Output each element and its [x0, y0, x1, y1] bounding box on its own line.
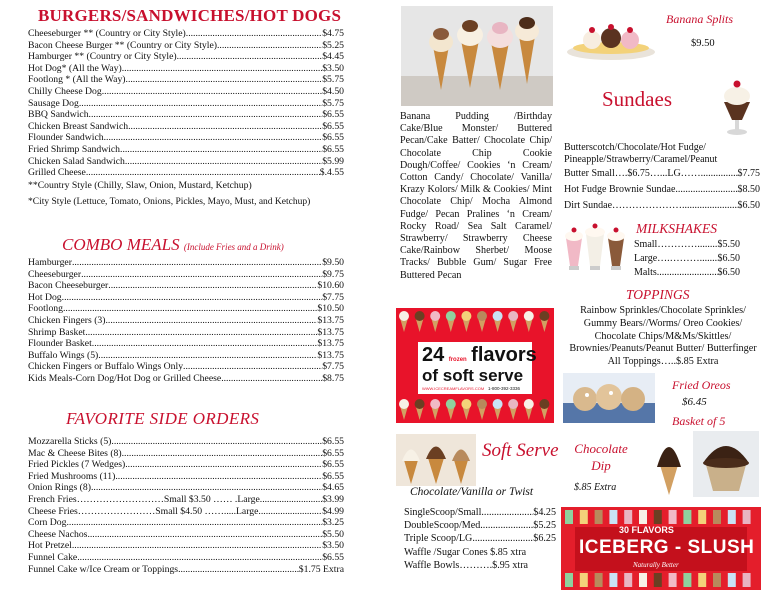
dot-leader — [104, 132, 323, 144]
menu-item-name: SingleScoop/Small — [404, 507, 482, 518]
menu-item-name: Small…………. — [634, 239, 700, 250]
menu-item — [28, 40, 344, 52]
slush-cup-icon — [565, 510, 573, 524]
menu-item-name: Footlong * (All the Way) — [28, 74, 126, 86]
menu-item — [28, 529, 344, 541]
scoop-icon — [539, 399, 549, 409]
menu-item-name: Hot Dog — [28, 291, 62, 303]
menu-item-price: $4.99 — [322, 505, 344, 517]
menu-item — [28, 257, 344, 269]
sundaes-list — [564, 166, 760, 214]
menu-item — [28, 373, 344, 385]
scoop-icon — [415, 311, 425, 321]
dot-leader — [77, 552, 322, 564]
dot-leader — [122, 63, 322, 75]
menu-item-name: Cheese Fries……………………Small $4.50 …….....Large — [28, 505, 259, 517]
toppings-heading: TOPPINGS — [626, 287, 690, 302]
menu-item — [28, 350, 344, 362]
sign-phone: 1-800-392-3336 — [488, 386, 521, 391]
waffle-cones-line: Waffle /Sugar Cones $.85 xtra — [404, 546, 527, 558]
dot-leader — [480, 519, 533, 532]
dot-leader — [183, 361, 322, 373]
dipped-cup-photo — [693, 431, 759, 497]
dot-leader — [79, 98, 322, 110]
menu-item-name: Chilly Cheese Dog — [28, 85, 102, 97]
dot-leader — [86, 167, 320, 179]
dot-leader — [177, 51, 323, 63]
chocolate-dip-price: $.85 Extra — [574, 482, 617, 493]
dot-leader — [706, 166, 738, 182]
soft-serve-list — [404, 506, 556, 572]
soft-serve-subtitle: Chocolate/Vanilla or Twist — [410, 486, 534, 498]
menu-item — [28, 315, 344, 327]
dot-leader — [122, 448, 323, 460]
slush-cup-icon — [580, 573, 588, 587]
scoop-icon — [461, 399, 471, 409]
menu-item-price: $6.55 — [322, 447, 344, 459]
banana-splits-heading: Banana Splits — [666, 12, 734, 26]
slush-cup-icon — [565, 573, 573, 587]
menu-item-name: Flounder Sandwich — [28, 132, 104, 144]
soft-serve-cones-photo — [396, 434, 476, 486]
menu-item — [28, 564, 344, 576]
hard-ice-cream-flavors: Banana Pudding /Birthday Cake/Blue Monster/ Buttered Pecan/Cake Batter/ Chocolate Chip/ Chocolate Chip Cookie Dough/Coffee/ Cookies ‘n Cream/ Cotton Candy/ Chocolate/ Vanilla/ Krazy Kolors/ Milk & Cookies/ Mint Chocolate Chip/ Mocha Almond Fudge/ Pecan Pralines ‘n Cream/ Rocky Road/ Sea Salt Caramel/ Strawberry/ Strawberry Cheese Cake/Rainbow Sherbet/ Moose Tracks/ Bubble Gum/ Sugar Free Buttered Pecan — [400, 111, 552, 281]
chocolate-dip-line2: Dip — [591, 458, 611, 473]
menu-item-price: $3.50 — [322, 62, 344, 74]
menu-item-price: $5.75 — [322, 74, 344, 86]
menu-item — [28, 109, 344, 121]
scoop-icon — [446, 311, 456, 321]
menu-item — [634, 238, 740, 252]
menu-item-price: $1.75 Extra — [298, 563, 344, 575]
menu-item — [28, 552, 344, 564]
menu-item — [28, 132, 344, 144]
slush-cup-icon — [743, 573, 751, 587]
scoop-icon — [539, 311, 549, 321]
menu-item — [28, 471, 344, 483]
menu-item — [634, 252, 740, 266]
menu-item-name: Cheeseburger ** (Country or City Style) — [28, 28, 186, 39]
menu-item — [28, 156, 344, 168]
dot-leader — [81, 269, 322, 281]
banana-split-photo — [564, 14, 658, 64]
menu-item — [404, 532, 556, 545]
menu-item-name: Hamburger — [28, 257, 72, 268]
menu-item-name: Footlong — [28, 303, 63, 315]
dot-leader — [120, 144, 322, 156]
menu-item-price: $6.50 — [717, 253, 740, 264]
iceberg-slush-sign — [561, 507, 761, 590]
slush-count: 30 — [619, 525, 630, 535]
menu-item — [28, 540, 344, 552]
dot-leader — [98, 350, 317, 362]
menu-item-name: Chicken Fingers or Buffalo Wings Only — [28, 361, 184, 373]
menu-item-name: BBQ Sandwich — [28, 109, 89, 121]
scoop-icon — [524, 311, 534, 321]
menu-item-price: $13.75 — [317, 326, 344, 338]
menu-item — [28, 506, 344, 518]
milkshakes-image — [562, 218, 628, 280]
dot-leader — [685, 198, 738, 214]
slush-cup-icon — [624, 510, 632, 524]
dot-leader — [91, 482, 322, 494]
menu-item-price: $6.50 — [737, 200, 760, 211]
menu-item-name: Hot Pretzel — [28, 540, 72, 552]
combo-list — [28, 257, 344, 385]
dipped-cone-photo — [648, 431, 690, 497]
dot-leader — [126, 74, 323, 86]
milkshakes-heading: MILKSHAKES — [636, 221, 717, 236]
slush-cup-icon — [609, 510, 617, 524]
scoop-icon — [399, 399, 409, 409]
menu-item — [28, 517, 344, 529]
dot-leader — [702, 252, 717, 266]
menu-item-name: Buffalo Wings (5) — [28, 349, 99, 361]
menu-item-price: $6.55 — [322, 109, 344, 121]
dot-leader — [72, 257, 322, 269]
dot-leader — [125, 156, 322, 168]
slush-cup-icon — [728, 573, 736, 587]
menu-item-price: $7.75 — [322, 291, 344, 303]
dot-leader — [72, 540, 322, 552]
dipped-cup-image — [693, 431, 759, 497]
menu-item-name: Mac & Cheese Bites (8) — [28, 447, 122, 459]
banana-splits-price: $9.50 — [691, 38, 715, 49]
menu-item-price: $5.50 — [717, 239, 740, 250]
scoop-icon — [461, 311, 471, 321]
dot-leader — [115, 471, 322, 483]
menu-item — [28, 280, 344, 292]
menu-item-price: $6.50 — [717, 267, 740, 278]
scoop-icon — [493, 399, 503, 409]
menu-item — [28, 292, 344, 304]
waffle-bowls-line: Waffle Bowls……….$.95 xtra — [404, 559, 529, 571]
sign-flavors-word: flavors — [471, 344, 537, 366]
menu-item — [28, 482, 344, 494]
slush-cup-icon — [728, 510, 736, 524]
menu-item — [28, 63, 344, 75]
menu-item — [404, 506, 556, 519]
menu-item-price: $.4.55 — [319, 167, 344, 179]
menu-item-name: Cheeseburger — [28, 268, 82, 280]
menu-item — [28, 303, 344, 315]
menu-item-price: $6.55 — [322, 436, 344, 447]
menu-item-price: $13.75 — [317, 349, 344, 361]
menu-item-name: Fried Mushrooms (11) — [28, 470, 116, 482]
dot-leader — [106, 315, 318, 327]
slush-cup-icon — [713, 510, 721, 524]
slush-cup-icon — [639, 573, 647, 587]
slush-cup-icon — [683, 510, 691, 524]
menu-item-name: Chicken Salad Sandwich — [28, 155, 125, 167]
slush-cup-icon — [669, 573, 677, 587]
slush-cup-icon — [743, 510, 751, 524]
menu-item-price: $5.75 — [322, 97, 344, 109]
slush-cup-icon — [713, 573, 721, 587]
slush-cup-icon — [595, 573, 603, 587]
scoop-icon — [508, 311, 518, 321]
soft-serve-flavors-sign — [396, 308, 554, 423]
milkshakes-list — [634, 238, 740, 280]
slush-cup-icon — [698, 510, 706, 524]
menu-item-price: $5.25 — [322, 39, 344, 51]
ice-cream-cones-image — [401, 6, 553, 106]
ice-cream-cones-photo — [401, 6, 553, 106]
scoop-icon — [477, 311, 487, 321]
menu-item — [28, 448, 344, 460]
combo-heading — [62, 235, 284, 255]
menu-item-name: Large….………. — [634, 253, 703, 264]
slush-name: ICEBERG - SLUSH — [579, 537, 755, 558]
menu-item — [28, 51, 344, 63]
menu-item — [404, 519, 556, 532]
menu-item-name: Bacon Cheese Burger ** (Country or City Style) — [28, 39, 217, 51]
chocolate-dip-heading — [568, 440, 634, 474]
sign-line2: of soft serve — [422, 366, 524, 385]
sundae-photo — [716, 72, 758, 138]
menu-item-name: Funnel Cake w/Ice Cream or Toppings — [28, 563, 179, 575]
menu-item — [28, 28, 344, 40]
menu-item-price: $5.99 — [322, 155, 344, 167]
menu-item-price: $8.50 — [737, 184, 760, 195]
dot-leader — [217, 40, 322, 52]
menu-item-price: $10.60 — [317, 280, 344, 292]
dot-leader — [258, 506, 322, 518]
menu-item — [28, 144, 344, 156]
scoop-icon — [508, 399, 518, 409]
scoop-icon — [524, 399, 534, 409]
slush-cup-icon — [639, 510, 647, 524]
dot-leader — [700, 238, 718, 252]
menu-item-name: French Fries………………………Small $3.50 …… .Large — [28, 493, 260, 505]
slush-cup-icon — [609, 573, 617, 587]
menu-item — [28, 98, 344, 110]
menu-item-price: $9.50 — [322, 257, 344, 268]
menu-item-name: Triple Scoop/LG — [404, 533, 473, 545]
dot-leader — [675, 182, 737, 198]
dot-leader — [472, 532, 533, 545]
menu-item — [564, 198, 760, 214]
combo-subtitle: (Include Fries and a Drink) — [183, 242, 284, 252]
fried-oreos-price: $6.45 — [682, 396, 707, 408]
slush-tagline: Naturally Better — [633, 561, 679, 569]
slush-cup-icon — [698, 573, 706, 587]
menu-item-name: Cheese Nachos — [28, 528, 88, 540]
menu-item — [28, 327, 344, 339]
menu-item-price: $4.75 — [322, 28, 344, 39]
dot-leader — [87, 529, 322, 541]
sign-small-word: frozen — [448, 357, 467, 363]
slush-cup-icon — [654, 573, 662, 587]
menu-item — [28, 459, 344, 471]
slush-cup-icon — [654, 510, 662, 524]
menu-item — [28, 361, 344, 373]
dot-leader — [92, 338, 318, 350]
menu-item-price: $4.65 — [322, 482, 344, 494]
menu-item-price: $3.50 — [322, 540, 344, 552]
menu-item-name: Hamburger ** (Country or City Style) — [28, 51, 177, 63]
scoop-icon — [446, 399, 456, 409]
dot-leader — [481, 506, 533, 519]
burgers-heading: BURGERS/SANDWICHES/HOT DOGS — [38, 6, 342, 25]
menu-item — [28, 494, 344, 506]
scoop-icon — [493, 311, 503, 321]
menu-item — [28, 74, 344, 86]
slush-cup-icon — [683, 573, 691, 587]
fried-oreos-image — [563, 373, 655, 423]
sides-list — [28, 436, 344, 575]
dot-leader — [102, 86, 322, 98]
scoop-icon — [430, 311, 440, 321]
menu-item — [28, 167, 344, 179]
menu-item-name: Dirt Sundae…………………. — [564, 200, 685, 211]
menu-item-name: Fried Pickles (7 Wedges) — [28, 459, 126, 471]
city-style-note: *City Style (Lettuce, Tomato, Onions, Pickles, Mayo, Must, and Ketchup) — [28, 197, 311, 207]
scoop-icon — [430, 399, 440, 409]
menu-item-name: DoubleScoop/Med — [404, 520, 481, 532]
menu-item-price: $9.75 — [322, 268, 344, 280]
menu-item-name: Malts — [634, 267, 657, 278]
menu-item-name: Mozzarella Sticks (5) — [28, 436, 112, 447]
menu-item-name: Corn Dog — [28, 517, 67, 529]
toppings-list: Rainbow Sprinkles/Chocolate Sprinkles/ Gummy Bears//Worms/ Oreo Cookies/ Chocolate Chips/M&Ms/Skittles/ Brownies/Peanuts/Peanut Butter/ Butterfinger All Toppings…..$.85 Extra — [569, 305, 757, 368]
dot-leader — [657, 266, 718, 280]
menu-item-price: $6.55 — [322, 143, 344, 155]
menu-item-price: $10.50 — [317, 303, 344, 315]
menu-item-name: Grilled Cheese — [28, 167, 86, 179]
dot-leader — [178, 564, 299, 576]
dot-leader — [89, 109, 323, 121]
dot-leader — [108, 280, 317, 292]
soft-serve-cones-image — [396, 434, 476, 486]
menu-item — [634, 266, 740, 280]
scoop-icon — [415, 399, 425, 409]
menu-item-name: Flounder Basket — [28, 338, 92, 350]
burgers-list — [28, 28, 344, 179]
slush-flavors-word: FLAVORS — [631, 525, 674, 535]
slush-cup-icon — [624, 573, 632, 587]
fried-oreos-heading: Fried Oreos — [672, 378, 731, 392]
menu-item — [28, 86, 344, 98]
slush-cup-icon — [669, 510, 677, 524]
menu-item-price: $13.75 — [317, 338, 344, 350]
menu-item-price: $3.99 — [322, 493, 344, 505]
menu-item-price: $7.75 — [737, 168, 760, 179]
menu-item-price: $4.45 — [322, 51, 344, 63]
menu-item-name: Funnel Cake — [28, 551, 78, 563]
menu-item — [564, 182, 760, 198]
menu-item — [28, 436, 344, 448]
sign-website: WWW.ICECREAMFLAVORS.COM — [422, 386, 485, 391]
fried-oreos-basket: Basket of 5 — [672, 414, 726, 428]
menu-item-price: $6.55 — [322, 470, 344, 482]
slush-cup-icon — [595, 510, 603, 524]
sundae-image — [716, 72, 758, 138]
menu-item-price: $4.25 — [533, 507, 556, 518]
combo-title: COMBO MEALS — [62, 235, 180, 254]
dot-leader — [62, 292, 323, 304]
menu-item-name: Onion Rings (8) — [28, 482, 91, 494]
menu-item-price: $13.75 — [317, 314, 344, 326]
menu-item-name: Chicken Breast Sandwich — [28, 120, 129, 132]
menu-item-name: Chicken Fingers (3) — [28, 314, 106, 326]
scoop-icon — [399, 311, 409, 321]
menu-item-price: $6.55 — [322, 459, 344, 471]
dipped-cone-image — [648, 431, 690, 497]
dot-leader — [125, 459, 322, 471]
dot-leader — [260, 494, 322, 506]
fried-oreos-photo — [563, 373, 655, 423]
slush-cup-icon — [580, 510, 588, 524]
dot-leader — [63, 303, 317, 315]
menu-item-price: $6.55 — [322, 120, 344, 132]
milkshakes-photo — [562, 218, 628, 280]
menu-item-price: $5.50 — [322, 528, 344, 540]
menu-item-name: Hot Fudge Brownie Sundae — [564, 184, 676, 195]
menu-item-name: Sausage Dog — [28, 97, 79, 109]
sign-count: 24 — [422, 344, 445, 366]
dot-leader — [85, 327, 317, 339]
country-style-note: **Country Style (Chilly, Slaw, Onion, Mustard, Ketchup) — [28, 180, 252, 191]
menu-item-price: $3.25 — [322, 517, 344, 529]
menu-item-price: $5.25 — [533, 520, 556, 532]
chocolate-dip-line1: Chocolate — [574, 441, 628, 456]
menu-item-name: Shrimp Basket — [28, 326, 86, 338]
menu-item-name: Butter Small….$6.75…...LG…….. — [564, 168, 706, 179]
menu-item-price: $8.75 — [322, 372, 344, 384]
menu-item-price: $7.75 — [322, 361, 344, 373]
menu-item-name: Fried Shrimp Sandwich — [28, 143, 121, 155]
soft-serve-heading: Soft Serve — [482, 440, 559, 461]
menu-item-price: $6.55 — [322, 551, 344, 563]
dot-leader — [66, 517, 322, 529]
menu-item-name: Hot Dog* (All the Way) — [28, 62, 122, 74]
menu-item-name: Bacon Cheeseburger — [28, 280, 109, 292]
menu-item — [28, 121, 344, 133]
dot-leader — [128, 121, 322, 133]
banana-split-image — [564, 14, 658, 64]
menu-item-price: $6.25 — [533, 533, 556, 545]
dot-leader — [111, 436, 322, 448]
scoop-icon — [477, 399, 487, 409]
menu-item-name: Kids Meals-Corn Dog/Hot Dog or Grilled Cheese — [28, 372, 222, 384]
menu-item — [28, 269, 344, 281]
menu-item — [564, 166, 760, 182]
menu-item-price: $4.50 — [322, 85, 344, 97]
dot-leader — [186, 28, 322, 40]
dot-leader — [221, 373, 322, 385]
sundaes-heading: Sundaes — [602, 87, 672, 111]
sundae-flavors: Butterscotch/Chocolate/Hot Fudge/ Pineapple/Strawberry/Caramel/Peanut — [564, 142, 718, 166]
menu-item — [28, 338, 344, 350]
sides-heading: FAVORITE SIDE ORDERS — [66, 409, 260, 428]
menu-item-price: $6.55 — [322, 132, 344, 144]
